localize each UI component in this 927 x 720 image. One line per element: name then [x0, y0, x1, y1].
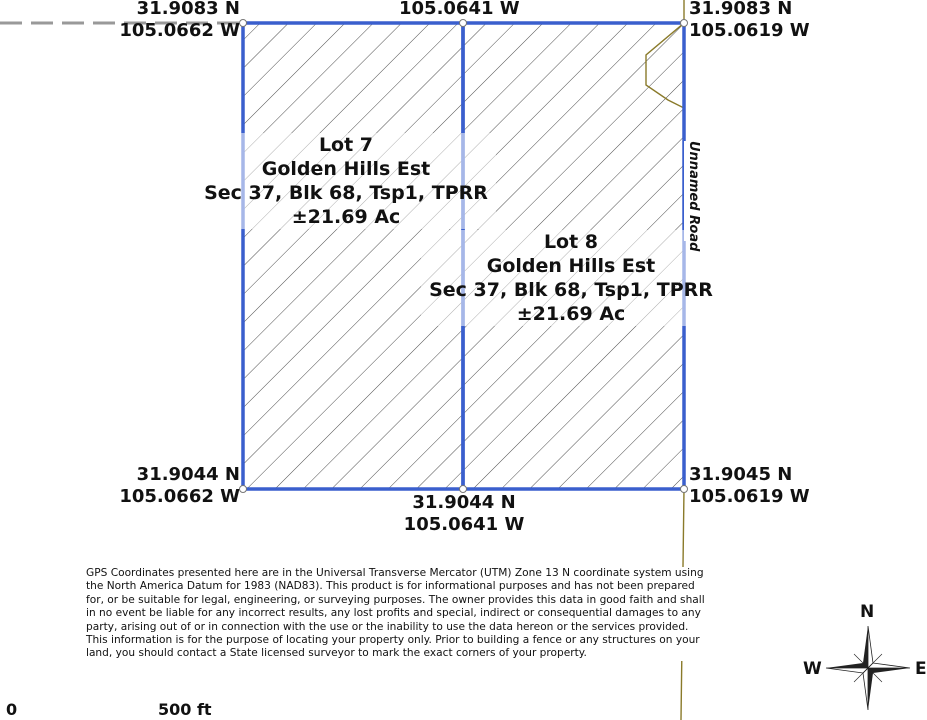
longitude-text: 105.0619 W: [689, 486, 810, 507]
legal-description: Sec 37, Blk 68, Tsp1, TPRR: [204, 182, 488, 204]
lot-number: Lot 7: [318, 134, 374, 156]
road-label: Unnamed Road: [686, 141, 701, 252]
scale-start-label: 0: [6, 700, 18, 719]
corner-marker-top-left[interactable]: [240, 20, 247, 27]
latitude-text: 31.9083 N: [136, 0, 240, 19]
corner-label-top-right: [689, 0, 810, 42]
subdivision-name: Golden Hills Est: [486, 255, 656, 277]
lot-8-label: [421, 230, 721, 326]
disclaimer-line: GPS Coordinates presented here are in the Universal Transverse Mercator (UTM) Zone 13 N coordinate system using: [86, 567, 704, 579]
corner-marker-top-right[interactable]: [681, 20, 688, 27]
longitude-text: 105.0641 W: [399, 0, 520, 19]
corner-marker-bottom-right[interactable]: [681, 486, 688, 493]
acreage: ±21.69 Ac: [291, 206, 401, 228]
corner-marker-top-mid[interactable]: [460, 20, 467, 27]
latitude-text: 31.9044 N: [412, 492, 516, 513]
corner-label-top-mid: [399, 0, 520, 20]
longitude-text: 105.0662 W: [119, 20, 240, 41]
corner-label-top-left: [110, 0, 240, 42]
compass-rose-icon: [826, 626, 910, 710]
compass-north-label: N: [860, 602, 875, 622]
legal-description: Sec 37, Blk 68, Tsp1, TPRR: [429, 279, 713, 301]
disclaimer-line: in no event be liable for any incorrect results, any lost profits and special, indirect or consequential damages to any: [86, 607, 701, 620]
subdivision-name: Golden Hills Est: [261, 158, 431, 180]
compass-west-label: W: [803, 659, 822, 679]
longitude-text: 105.0619 W: [689, 20, 810, 41]
latitude-text: 31.9045 N: [689, 464, 793, 485]
lot-number: Lot 8: [543, 231, 599, 253]
corner-label-bottom-right: [689, 464, 810, 508]
corner-marker-bottom-left[interactable]: [240, 486, 247, 493]
disclaimer-line: for, or be suitable for legal, engineering, or surveying purposes. The owner provides this data in good faith and shall: [86, 593, 705, 606]
disclaimer-text: [86, 567, 796, 661]
disclaimer-line: the North America Datum for 1983 (NAD83). This product is for informational purposes and has not been prepared: [86, 580, 695, 593]
disclaimer-line: land, you should contact a State licensed surveyor to mark the exact corners of your property.: [86, 647, 587, 660]
disclaimer-line: This information is for the purpose of locating your property only. Prior to building a fence or any structures on your: [86, 634, 700, 647]
longitude-text: 105.0662 W: [119, 486, 240, 507]
disclaimer-line: party, arising out of or in connection with the use or the inability to use the data hereon or the services provided.: [86, 620, 689, 633]
lot-7-label: [196, 133, 496, 229]
longitude-text: 105.0641 W: [403, 514, 525, 535]
acreage: ±21.69 Ac: [516, 303, 626, 325]
scale-end-label: 500 ft: [158, 700, 212, 719]
corner-label-bottom-mid: [398, 492, 530, 536]
latitude-text: 31.9044 N: [136, 464, 240, 485]
corner-label-bottom-left: [105, 464, 240, 508]
compass-east-label: E: [915, 659, 927, 679]
latitude-text: 31.9083 N: [689, 0, 793, 19]
